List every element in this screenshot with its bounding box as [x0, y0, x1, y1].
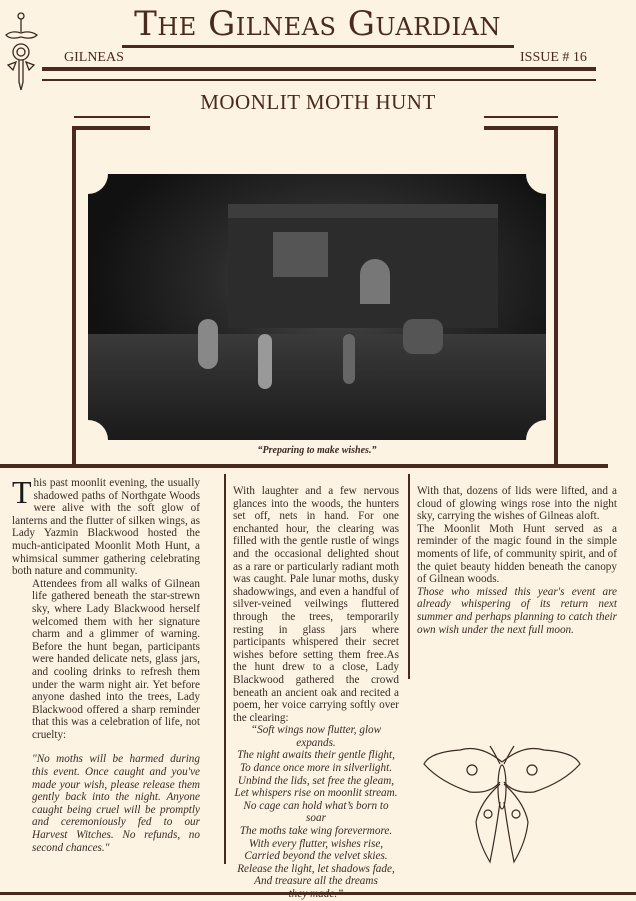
issue-number: ISSUE # 16 — [520, 50, 587, 65]
header-rule-thick — [42, 67, 596, 71]
footer-rule — [0, 892, 636, 895]
section-rule — [0, 464, 608, 468]
paragraph: Those who missed this year's event are already whispering of its return next summer and perhaps planning to catch their own wish under the next full moon. — [417, 585, 617, 636]
article-headline: MOONLIT MOTH HUNT — [200, 90, 436, 114]
quote: "No moths will be harmed during this event. Once caught and you've made your wish, please release them gently back into the night. Anyone caught being cruel will be promptly and ceremoniously fed to our Harvest Witches. No refunds, no second chances." — [32, 753, 200, 854]
frame-rule — [72, 126, 150, 130]
poem-line: With every flutter, wishes rise, — [248, 837, 384, 850]
luna-moth-illustration-icon — [420, 742, 584, 868]
poem-line: Unbind the lids, set free the gleam, — [237, 774, 395, 787]
header-rule-thin — [42, 79, 596, 81]
article-column-1 — [12, 474, 200, 854]
poem — [233, 724, 399, 900]
drop-cap: T — [12, 474, 32, 510]
poem-line: Carried beyond the velvet skies. — [244, 850, 388, 863]
paragraph: With laughter and a few nervous glances into the woods, the hunters set off, nets in hand. For one enchanted hour, the clearing was filled with the gentle rustle of wings and the occasional delighted shout as a rare or particularly radiant moth was caught. Pale lunar moths, dusky shadowwings, and even a handful of silver-veined veilwings fluttered through the trees, temporarily resting in glass jars where participants whispered their secret wishes before setting them free.As the hunt drew to a close, Lady Blackwood gathered the crowd beneath an ancient oak and recited a poem, her voice carrying softly over the clearing: — [233, 485, 399, 724]
paragraph: his past moonlit evening, the usually shadowed paths of Northgate Woods were alive with the soft glow of lanterns and the flutter of silken wings, as Lady Yazmin Blackwood hosted the much-anticipated Moonlit Moth Hunt, a whimsical summer gathering celebrating both nature and community. — [12, 477, 200, 578]
frame-rule — [484, 116, 558, 118]
paragraph: The Moonlit Moth Hunt served as a reminder of the magic found in the simple moments of life, of community spirit, and of the quiet beauty hidden beneath the canopy of Gilnean woods. — [417, 522, 617, 586]
poem-line: The moths take wing forevermore. — [239, 825, 393, 838]
column-divider — [224, 474, 226, 864]
paragraph: With that, dozens of lids were lifted, and a cloud of glowing wings rose into the night sky, carrying the wishes of Gilneas aloft. — [417, 485, 617, 523]
frame-rule — [554, 126, 558, 466]
poem-line: No cage can hold what’s born to soar — [243, 799, 389, 825]
frame-rule — [484, 126, 558, 130]
frame-rule — [74, 116, 150, 118]
article-column-3 — [417, 485, 617, 636]
poem-line: To dance once more in silverlight. — [239, 762, 393, 775]
poem-line: The night awaits their gentle flight, — [237, 749, 395, 762]
photo-caption: “Preparing to make wishes.” — [257, 445, 377, 456]
newspaper-title: The Gilneas Guardian — [134, 4, 501, 44]
poem-line: Let whispers rise on moonlit stream. — [234, 787, 398, 800]
frame-rule — [72, 126, 76, 466]
dagger-rose-emblem-icon — [2, 10, 42, 92]
article-column-2 — [233, 485, 399, 901]
poem-line: “Soft wings now flutter, glow expands. — [250, 724, 382, 749]
title-underline — [122, 45, 514, 48]
location-label: GILNEAS — [64, 50, 124, 65]
poem-line: And treasure all the dreams — [254, 875, 378, 888]
paragraph: Attendees from all walks of Gilnean life gathered beneath the star-strewn sky, where Lady Blackwood herself welcomed them with her signature charm and a glimmer of warning. Before the hunt began, participants were handed delicate nets, glass jars, and cooling drinks to refresh them under the warm night air. Yet before anyone dashed into the trees, Lady Blackwood offered a sharp reminder that this was a celebration of life, not cruelty: — [32, 577, 200, 741]
event-photo — [88, 174, 546, 440]
poem-line: Release the light, let shadows fade, — [237, 862, 395, 875]
column-divider — [408, 474, 410, 679]
